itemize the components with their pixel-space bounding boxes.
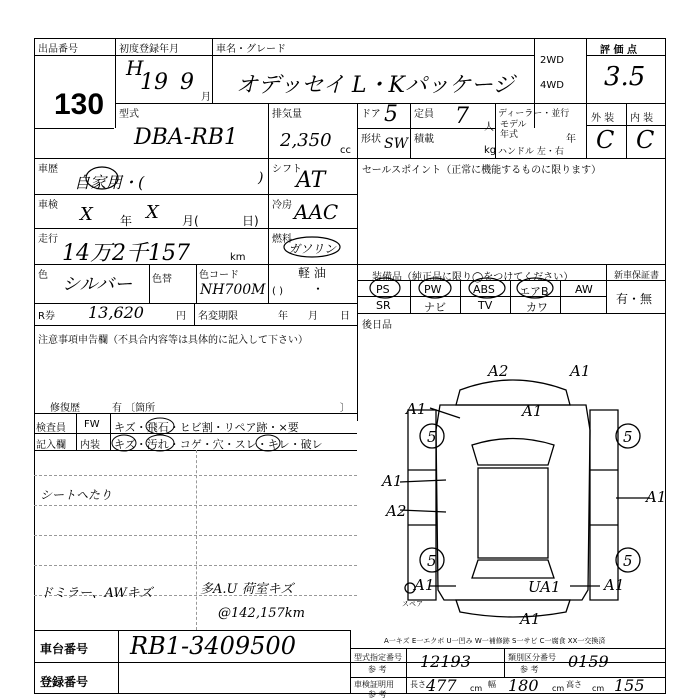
doors-label: ドア <box>361 109 381 120</box>
equipment-label: 装備品（純正品に限り◯をつけてください） <box>372 272 574 283</box>
color: シルバー <box>62 274 133 295</box>
width: 180 <box>508 676 539 695</box>
body-shape: SW <box>384 136 408 152</box>
class-ref: 参 考 <box>520 665 539 674</box>
repair-history-value: 有 〔箇所 <box>112 403 156 414</box>
equipment-navi: ナビ <box>424 301 446 314</box>
handle-label: ハンドル 左・右 <box>498 147 564 157</box>
name-change-month: 月 <box>308 311 318 322</box>
inspection-year-unit: 年 <box>120 214 133 228</box>
equipment-circle-marks <box>357 276 607 300</box>
sales-points-label: セールスポイント（正常に機能するものに限ります） <box>362 165 602 176</box>
notes-label: 注意事項申告欄（不具合内容等は具体的に記入して下さい） <box>38 335 308 346</box>
equipment-ps: PS <box>376 283 390 296</box>
height: 155 <box>614 676 645 695</box>
width-unit: cm <box>552 684 565 693</box>
mark-rear-right-a1: A1 <box>604 576 625 594</box>
mark-rear-ua1: UA1 <box>528 578 561 596</box>
score-label: 評 価 点 <box>600 45 637 56</box>
month-unit: 月 <box>201 92 211 103</box>
color-change-label: 色替 <box>152 274 172 285</box>
fuel-diesel: 軽 油 <box>298 266 326 280</box>
note-cargo: 多A.U 荷室キズ <box>200 582 294 597</box>
inspector-fw: FW <box>84 419 100 430</box>
windshield <box>472 439 554 466</box>
equipment-airbag: エアB <box>519 285 549 298</box>
model-label: 型式 <box>119 109 139 120</box>
color-code: NH700M <box>200 282 266 298</box>
shape-label: 形状 <box>361 134 381 145</box>
length-label: 長さ <box>410 680 426 689</box>
yen-unit: 円 <box>176 311 186 322</box>
inspection-day-unit: 日) <box>242 214 259 228</box>
inspector-label-2: 記入欄 <box>36 440 66 451</box>
mark-right-door-a1: A1 <box>646 488 666 506</box>
history-label: 車歴 <box>38 164 58 175</box>
name-change-label: 名変期限 <box>198 311 238 322</box>
chassis-label: 車台番号 <box>40 642 89 656</box>
mark-rear-left-a1: A1 <box>414 576 435 594</box>
km-unit: km <box>230 252 246 263</box>
class-label: 類別区分番号 <box>508 653 556 662</box>
mark-wheel-rl: 5 <box>427 552 437 570</box>
mileage-label: 走行 <box>38 234 58 245</box>
class-number: 0159 <box>568 652 609 671</box>
color-label: 色 <box>38 270 48 281</box>
first-registration-label: 初度登録年月 <box>119 44 179 55</box>
interior-label: 内 装 <box>630 113 654 124</box>
ac-label: 冷房 <box>272 200 292 211</box>
inspector-exterior-row: キズ・飛石・ヒビ割・リペア跡・×要 <box>114 421 299 434</box>
name-change-day: 日 <box>340 311 350 322</box>
width-label: 幅 <box>488 680 496 689</box>
era: H <box>126 56 144 80</box>
capacity-label: 定員 <box>414 109 434 120</box>
displacement: 2,350 <box>280 130 332 151</box>
length-unit: cm <box>470 684 483 693</box>
mileage: 14万2千157 <box>62 241 190 266</box>
inspection-label: 車検 <box>38 200 58 211</box>
right-side <box>590 410 618 600</box>
history-value: 自家用・( <box>74 173 145 192</box>
note-mileage: @142,157km <box>218 606 305 621</box>
exterior-label: 外 装 <box>591 113 615 124</box>
registration-year: 19 <box>140 70 168 95</box>
year-unit: 年 <box>566 134 576 145</box>
history-circle-mark <box>84 164 120 192</box>
fuel-other: ・ <box>312 282 325 296</box>
cert-ref: 参 考 <box>368 690 387 699</box>
drive-2wd: 2WD <box>540 55 564 66</box>
person-unit: 人 <box>484 122 494 133</box>
fuel-paren: ( ) <box>272 286 283 297</box>
mark-wheel-rr: 5 <box>623 552 633 570</box>
note-mirror: ドミラー、AWキズ <box>40 586 153 601</box>
model-year-label: モデル 年式 <box>500 120 527 140</box>
inspector-interior-row: キズ・汚れ・コゲ・穴・スレ・キレ・破レ <box>114 438 323 451</box>
color-code-label: 色コード <box>199 270 239 281</box>
mark-front-bumper-a2: A2 <box>488 362 509 380</box>
history-close: ) <box>258 170 264 186</box>
overall-score: 3.5 <box>604 62 646 92</box>
type-cert-label: 型式指定番号 <box>354 653 402 662</box>
rear-bumper <box>456 600 570 617</box>
inspection-month: X <box>146 202 159 223</box>
model-code: DBA-RB1 <box>134 125 238 150</box>
car-name-label: 車名・グレード <box>216 44 286 55</box>
mark-wheel-fr: 5 <box>623 428 633 446</box>
inspection-year: X <box>80 204 93 225</box>
exterior-score: C <box>596 126 615 154</box>
mark-front-right-a1: A1 <box>570 362 591 380</box>
damage-legend: A一キズ E一エクボ U一凹み W一補修跡 S一サビ C一腐食 XX一交換済 <box>384 637 606 645</box>
shift-label: シフト <box>272 164 302 175</box>
inspection-month-unit: 月( <box>182 214 199 228</box>
registration-label: 登録番号 <box>40 675 89 689</box>
capacity: 7 <box>455 104 469 129</box>
car-damage-diagram <box>360 350 666 630</box>
body-outline <box>436 405 590 600</box>
recycle-fee: 13,620 <box>88 303 144 322</box>
warranty-value: 有・無 <box>616 292 653 306</box>
kg-unit: kg <box>484 145 497 156</box>
cc-unit: cc <box>340 145 351 156</box>
equipment-sr: SR <box>376 299 391 312</box>
name-change-year: 年 <box>278 311 288 322</box>
registration-month: 9 <box>180 70 194 95</box>
type-cert-number: 12193 <box>420 652 471 671</box>
length: 477 <box>426 676 457 695</box>
mark-rear-bumper-a1: A1 <box>520 610 541 628</box>
rear-window <box>472 560 554 578</box>
roof <box>478 468 548 558</box>
repair-history-label: 修復歴 <box>50 403 80 414</box>
equipment-aw: AW <box>575 283 593 296</box>
spare-label: スペア <box>402 600 423 608</box>
ac: AAC <box>294 200 339 224</box>
interior-score: C <box>636 126 655 154</box>
fuel-circle-mark <box>282 234 342 260</box>
doors: 5 <box>384 102 398 127</box>
car-name: オデッセイ L・Kパッケージ <box>236 73 515 98</box>
height-unit-cm: cm <box>592 684 605 693</box>
equipment-leather: カワ <box>526 301 548 314</box>
equipment-pw: PW <box>424 283 442 296</box>
shift: AT <box>296 168 326 193</box>
mark-left-door-a2: A2 <box>386 502 407 520</box>
dealer-label: ディーラー・並行 <box>498 109 570 119</box>
inspector-interior: 内装 <box>80 440 100 451</box>
note-seat: シートヘたり <box>40 488 113 502</box>
mark-left-door-a1: A1 <box>382 472 403 490</box>
mark-hood-a1: A1 <box>522 402 543 420</box>
lot-number-label: 出品番号 <box>38 44 78 55</box>
cert-label: 車検証明用 <box>354 680 394 689</box>
warranty-label: 新車保証書 <box>614 271 660 281</box>
mark-front-left-a1: A1 <box>406 400 427 418</box>
load-label: 積載 <box>414 134 434 145</box>
later-items-label: 後日品 <box>362 320 392 331</box>
chassis-number: RB1-3409500 <box>130 632 296 660</box>
recycle-label: R券 <box>38 311 55 322</box>
drive-4wd: 4WD <box>540 80 564 91</box>
height-label: 高さ <box>566 680 582 689</box>
displacement-label: 排気量 <box>272 109 302 120</box>
inspector-label-1: 検査員 <box>36 423 66 434</box>
equipment-tv: TV <box>478 299 493 312</box>
equipment-abs: ABS <box>473 283 495 296</box>
fuel-gasoline: ガソリン <box>288 242 337 256</box>
type-cert-ref: 参 考 <box>368 665 387 674</box>
front-bumper <box>456 380 570 405</box>
repair-history-close: 〕 <box>340 403 350 414</box>
mark-wheel-fl: 5 <box>427 428 437 446</box>
fuel-label: 燃料 <box>272 234 292 245</box>
inspector-circle-marks <box>110 413 360 453</box>
lot-number: 130 <box>54 88 105 121</box>
